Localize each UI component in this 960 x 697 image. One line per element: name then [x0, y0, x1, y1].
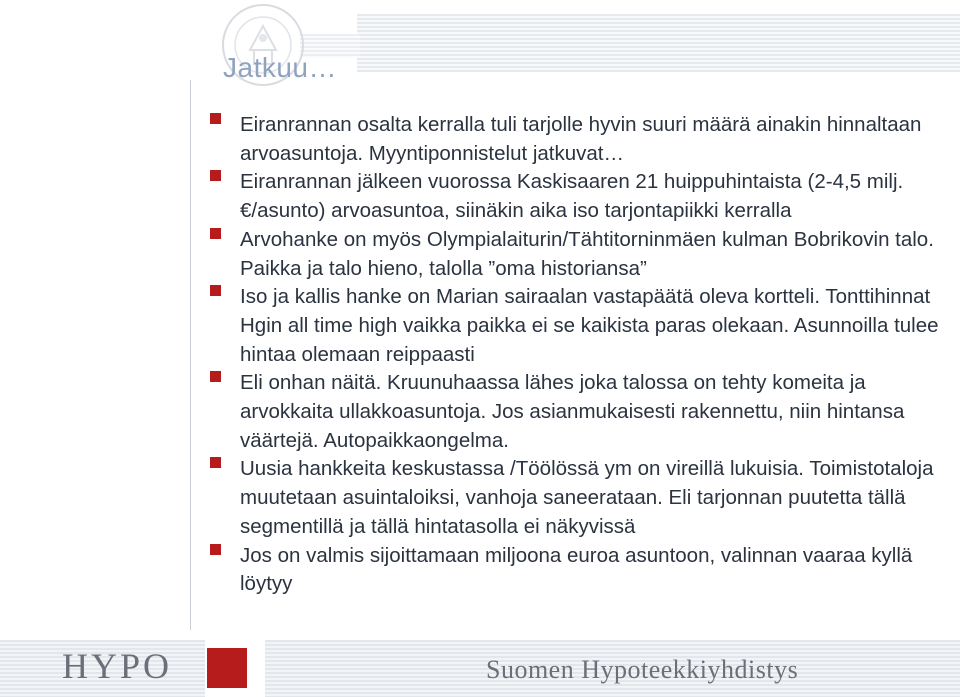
square-bullet-icon: [210, 228, 221, 239]
list-item-text: Eiranrannan jälkeen vuorossa Kaskisaaren 21 huippuhintaista (2-4,5 milj.€/asunto) arvoasuntoa, siinäkin aika iso tarjontapiikki kerralla: [240, 170, 904, 223]
list-item-text: Iso ja kallis hanke on Marian sairaalan vastapäätä oleva kortteli. Tonttihinnat Hgin all time high vaikka paikka ei se kaikista paras olekaan. Asunnoilla tulee hintaa olemaan reippaasti: [240, 285, 939, 366]
footer-logo: HYPO: [62, 646, 173, 686]
slide-title: Jatkuu…: [223, 52, 337, 83]
list-item: [208, 168, 948, 225]
list-item: [208, 369, 948, 455]
square-bullet-icon: [210, 371, 221, 382]
list-item: [208, 455, 948, 541]
vertical-divider: [190, 80, 191, 630]
red-square-icon: [207, 648, 247, 688]
square-bullet-icon: [210, 170, 221, 181]
header-stripe-band: [357, 14, 960, 72]
footer-organization: Suomen Hypoteekkiyhdistys: [486, 655, 799, 684]
square-bullet-icon: [210, 113, 221, 124]
square-bullet-icon: [210, 285, 221, 296]
list-item: [208, 226, 948, 283]
list-item-text: Eli onhan näitä. Kruunuhaassa lähes joka talossa on tehty komeita ja arvokkaita ullakkoasuntoja. Jos asianmukaisesti rakennettu, niin hintansa väärtejä. Autopaikkaongelma.: [240, 371, 905, 452]
list-item-text: Jos on valmis sijoittamaan miljoona euroa asuntoon, valinnan vaaraa kyllä löytyy: [240, 543, 913, 596]
bullet-list: [208, 111, 948, 599]
square-bullet-icon: [210, 544, 221, 555]
list-item: [208, 111, 948, 168]
square-bullet-icon: [210, 457, 221, 468]
list-item: [208, 283, 948, 369]
list-item-text: Eiranrannan osalta kerralla tuli tarjolle hyvin suuri määrä ainakin hinnaltaan arvoasuntoja. Myyntiponnistelut jatkuvat…: [240, 113, 922, 165]
list-item-text: Uusia hankkeita keskustassa /Töölössä ym on vireillä lukuisia. Toimistotaloja muutetaan asuintaloiksi, vanhoja saneerataan. Eli tarjonnan puutetta tällä segmentillä ja tällä hintatasolla ei näkyvissä: [240, 457, 934, 538]
list-item: [208, 542, 948, 599]
list-item-text: Arvohanke on myös Olympialaiturin/Tähtitorninmäen kulman Bobrikovin talo. Paikka ja talo hieno, talolla ”oma historiansa”: [240, 227, 934, 280]
